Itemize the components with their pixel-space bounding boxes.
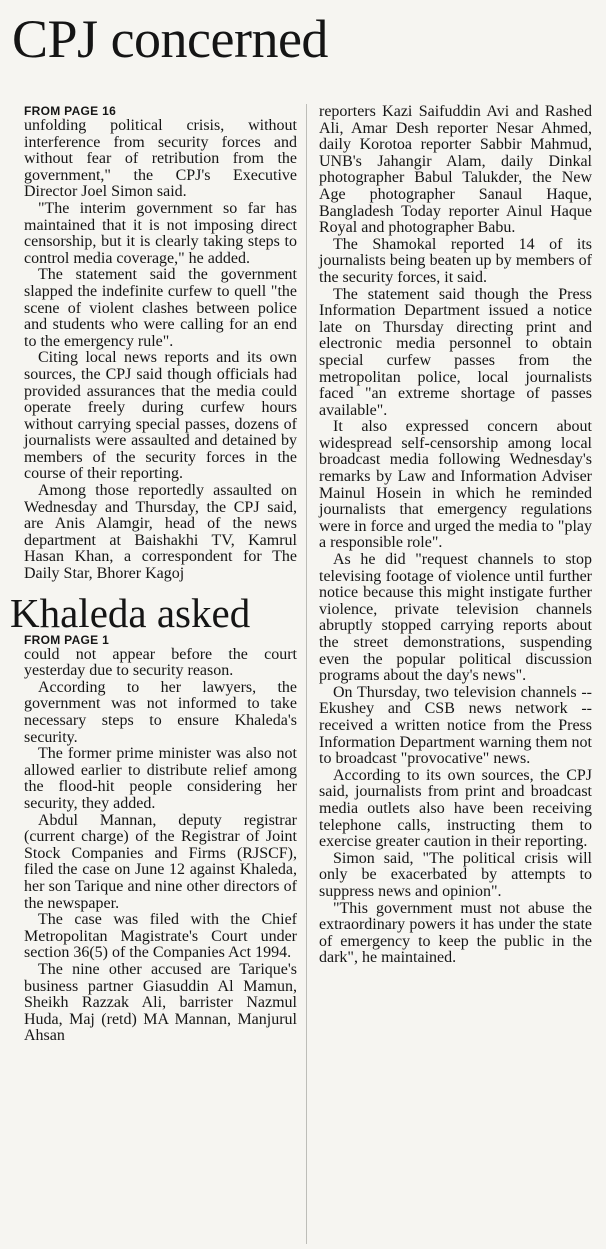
- paragraph: It also expressed concern about widespread self-censorship among local broadcast media following Wednesday's remarks by Law and Information Adviser Mainul Hosein in which he reminded journalists that emergency regulations were in force and urged the media to "play a responsible role".: [319, 418, 592, 552]
- paragraph: could not appear before the court yesterday due to security reason.: [24, 645, 297, 680]
- paragraph: The statement said the government slapped the indefinite curfew to quell "the scene of violent clashes between police and students who were calling for an end to the emergency rule".: [24, 266, 297, 350]
- paragraph: "This government must not abuse the extraordinary powers it has under the state of emergency to keep the public in the dark", he maintained.: [319, 899, 592, 967]
- paragraph: reporters Kazi Saifuddin Avi and Rashed Ali, Amar Desh reporter Nesar Ahmed, daily Korotoa reporter Sabbir Mahmud, UNB's Jahangir Alam, daily Dinkal photographer Babul Talukder, the New Age photographer Sanaul Haque, Bangladesh Today reporter Ainul Haque Royal and photographer Babu.: [319, 103, 592, 237]
- paragraph: The case was filed with the Chief Metropolitan Magistrate's Court under section 36(5) of the Companies Act 1994.: [24, 911, 297, 962]
- paragraph: Among those reportedly assaulted on Wednesday and Thursday, the CPJ said, are Anis Alamgir, head of the news department at Baishakhi TV, Kamrul Hasan Khan, a correspondent for The Daily Star, Bhorer Kagoj: [24, 482, 297, 583]
- paragraph: On Thursday, two television channels -- Ekushey and CSB news network -- received a written notice from the Press Information Department warning them not to broadcast "provocative" news.: [319, 683, 592, 768]
- right-column: [319, 104, 592, 967]
- paragraph: Citing local news reports and its own sources, the CPJ said though officials had provided assurances that the media could operate freely during curfew hours without carrying special passes, dozens of journalists were assaulted and detained by members of the security forces in the course of their reporting.: [24, 349, 297, 483]
- paragraph: The Shamokal reported 14 of its journalists being beaten up by members of the security forces, it said.: [319, 235, 592, 286]
- paragraph: The former prime minister was also not allowed earlier to distribute relief among the flood-hit people considering her security, they added.: [24, 745, 297, 812]
- paragraph: "The interim government so far has maintained that it is not imposing direct censorship, but it is clearly taking steps to control media coverage," he added.: [24, 199, 297, 267]
- paragraph: The nine other accused are Tarique's business partner Giasuddin Al Mamun, Sheikh Razzak Ali, barrister Nazmul Huda, Maj (retd) MA Mannan, Manjurul Ahsan: [24, 960, 297, 1045]
- paragraph: As he did "request channels to stop televising footage of violence until further notice because this might instigate further violence, private television channels abruptly stopped carrying reports about the street demonstrations, suspending even the popular political discussion programs about the day's news".: [319, 551, 592, 685]
- paragraph: The statement said though the Press Information Department issued a notice late on Thursday directing print and electronic media personnel to obtain special curfew passes from the metropolitan police, local journalists faced "an extreme shortage of passes available".: [319, 285, 592, 419]
- column-divider: [306, 104, 307, 1244]
- headline-cpj-concerned: CPJ concerned: [12, 9, 328, 69]
- paragraph: According to its own sources, the CPJ said, journalists from print and broadcast media outlets also have been receiving telephone calls, instructing them to exercise greater caution in their reporting.: [319, 766, 592, 851]
- paragraph: According to her lawyers, the government was not informed to take necessary steps to ensure Khaleda's security.: [24, 678, 297, 746]
- paragraph: Simon said, "The political crisis will only be exacerbated by attempts to suppress news and opinion".: [319, 849, 592, 900]
- jump-line-from-page-16: FROM PAGE 16: [24, 104, 117, 118]
- jump-line-from-page-1: FROM PAGE 1: [24, 632, 110, 647]
- headline-khaleda-asked: Khaleda asked: [10, 589, 251, 636]
- paragraph: unfolding political crisis, without interference from security forces and without fear of retribution from the government," the CPJ's Executive Director Joel Simon said.: [24, 117, 297, 201]
- paragraph: Abdul Mannan, deputy registrar (current charge) of the Registrar of Joint Stock Companies and Firms (RJSCF), filed the case on June 12 against Khaleda, her son Tarique and nine other directors of the newspaper.: [24, 811, 297, 912]
- left-column: [10, 104, 297, 1045]
